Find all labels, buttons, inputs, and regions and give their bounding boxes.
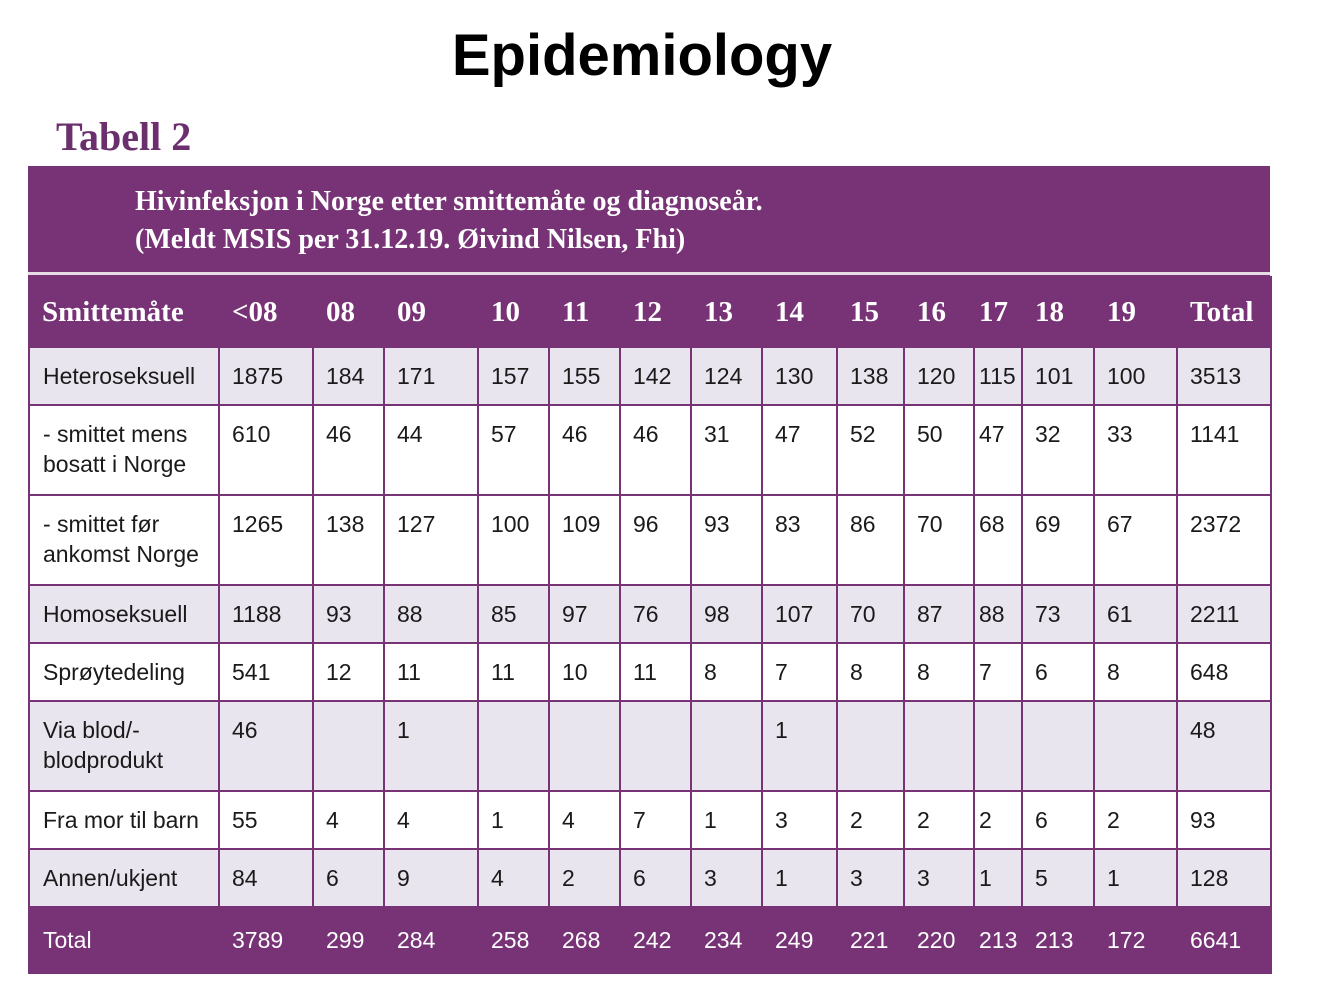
caption-line-1: Hivinfeksjon i Norge etter smittemåte og diagnoseår. [135,186,763,217]
table-cell [904,701,974,791]
table-cell: 155 [549,347,620,405]
table-cell [1094,701,1177,791]
table-row [29,347,1271,405]
total-cell: 6641 [1177,907,1271,973]
table-cell: 68 [974,495,1022,585]
caption-divider [28,272,1270,275]
table-cell: 127 [384,495,478,585]
table-row [29,495,1271,585]
table-label: Tabell 2 [56,114,192,159]
table-cell: 4 [384,791,478,849]
table-cell: 8 [904,643,974,701]
table-cell: 100 [478,495,549,585]
table-cell: 87 [904,585,974,643]
column-header: 08 [313,277,384,347]
total-cell: 268 [549,907,620,973]
table-cell: 100 [1094,347,1177,405]
table-cell: 11 [478,643,549,701]
table-cell: 86 [837,495,904,585]
table-cell: 46 [620,405,691,495]
column-header: Total [1177,277,1271,347]
column-header: <08 [219,277,313,347]
table-cell: 4 [549,791,620,849]
table-cell: 46 [549,405,620,495]
table-cell: 1188 [219,585,313,643]
table-cell: 157 [478,347,549,405]
total-row [29,907,1271,973]
table-cell: 70 [837,585,904,643]
table-cell [313,701,384,791]
table-cell: 84 [219,849,313,907]
column-header: 10 [478,277,549,347]
caption-line-2: (Meldt MSIS per 31.12.19. Øivind Nilsen, Fhi) [135,224,686,255]
table-cell: 1 [974,849,1022,907]
total-cell: 299 [313,907,384,973]
total-cell: 242 [620,907,691,973]
table-cell: 3 [762,791,837,849]
column-header: 11 [549,277,620,347]
table-cell: 93 [313,585,384,643]
row-label: Homoseksuell [29,585,219,643]
total-label: Total [29,907,219,973]
data-table-container [28,166,1270,973]
table-cell: 1 [1094,849,1177,907]
table-cell: 52 [837,405,904,495]
table-cell: 101 [1022,347,1094,405]
total-cell: 213 [974,907,1022,973]
table-cell [620,701,691,791]
total-cell: 258 [478,907,549,973]
total-cell: 3789 [219,907,313,973]
table-cell: 9 [384,849,478,907]
table-cell: 50 [904,405,974,495]
table-row [29,405,1271,495]
table-cell: 124 [691,347,762,405]
column-header-smittemate: Smittemåte [29,277,219,347]
table-row [29,701,1271,791]
table-cell: 8 [1094,643,1177,701]
column-header: 09 [384,277,478,347]
total-cell: 213 [1022,907,1094,973]
table-row [29,585,1271,643]
hiv-table [28,276,1272,974]
table-cell: 541 [219,643,313,701]
table-cell: 1 [762,701,837,791]
table-cell: 46 [313,405,384,495]
table-cell: 46 [219,701,313,791]
table-cell: 2 [904,791,974,849]
table-cell: 138 [313,495,384,585]
table-cell [478,701,549,791]
table-cell: 3 [904,849,974,907]
table-cell: 1 [691,791,762,849]
table-cell: 11 [384,643,478,701]
table-cell [974,701,1022,791]
table-cell: 93 [1177,791,1271,849]
column-header: 12 [620,277,691,347]
total-cell: 172 [1094,907,1177,973]
table-cell: 7 [762,643,837,701]
table-cell: 97 [549,585,620,643]
table-cell: 98 [691,585,762,643]
table-cell: 88 [974,585,1022,643]
table-cell: 47 [762,405,837,495]
table-cell: 8 [837,643,904,701]
table-cell: 48 [1177,701,1271,791]
table-cell: 93 [691,495,762,585]
table-cell: 47 [974,405,1022,495]
table-cell: 2211 [1177,585,1271,643]
table-cell: 69 [1022,495,1094,585]
table-cell: 610 [219,405,313,495]
column-header: 13 [691,277,762,347]
table-cell: 7 [974,643,1022,701]
table-cell: 1875 [219,347,313,405]
table-cell: 120 [904,347,974,405]
table-cell: 76 [620,585,691,643]
table-cell: 648 [1177,643,1271,701]
table-cell: 2 [549,849,620,907]
table-cell: 130 [762,347,837,405]
row-label: Heteroseksuell [29,347,219,405]
table-cell: 67 [1094,495,1177,585]
table-cell: 3 [837,849,904,907]
table-cell: 1265 [219,495,313,585]
table-cell: 2 [1094,791,1177,849]
table-cell: 73 [1022,585,1094,643]
table-cell: 5 [1022,849,1094,907]
table-cell: 44 [384,405,478,495]
column-header: 14 [762,277,837,347]
table-cell: 1 [384,701,478,791]
slide-title: Epidemiology [451,23,833,88]
total-cell: 220 [904,907,974,973]
table-cell: 85 [478,585,549,643]
total-cell: 221 [837,907,904,973]
table-cell: 6 [1022,643,1094,701]
table-cell: 142 [620,347,691,405]
column-header: 18 [1022,277,1094,347]
column-header: 16 [904,277,974,347]
table-cell: 6 [1022,791,1094,849]
table-cell: 1 [478,791,549,849]
row-label: Fra mor til barn [29,791,219,849]
table-cell: 10 [549,643,620,701]
table-cell: 55 [219,791,313,849]
table-cell: 128 [1177,849,1271,907]
table-row [29,849,1271,907]
table-caption [28,166,1270,274]
table-cell: 70 [904,495,974,585]
header-row [29,277,1271,347]
table-cell [549,701,620,791]
table-cell: 31 [691,405,762,495]
table-cell: 61 [1094,585,1177,643]
table-cell: 8 [691,643,762,701]
table-cell: 88 [384,585,478,643]
table-cell: 6 [620,849,691,907]
table-cell [1022,701,1094,791]
row-label: Annen/ukjent [29,849,219,907]
table-cell: 1141 [1177,405,1271,495]
table-cell: 107 [762,585,837,643]
table-cell: 12 [313,643,384,701]
column-header: 17 [974,277,1022,347]
table-cell: 7 [620,791,691,849]
column-header: 19 [1094,277,1177,347]
table-cell: 96 [620,495,691,585]
table-cell: 4 [313,791,384,849]
table-cell [837,701,904,791]
row-label: - smittet mens bosatt i Norge [29,405,219,495]
total-cell: 234 [691,907,762,973]
table-cell: 184 [313,347,384,405]
table-cell: 109 [549,495,620,585]
table-cell: 2372 [1177,495,1271,585]
table-cell: 4 [478,849,549,907]
table-cell: 6 [313,849,384,907]
table-cell: 171 [384,347,478,405]
table-cell: 3513 [1177,347,1271,405]
table-cell: 83 [762,495,837,585]
row-label: Via blod/-blodprodukt [29,701,219,791]
table-cell: 3 [691,849,762,907]
column-header: 15 [837,277,904,347]
table-cell [691,701,762,791]
table-cell: 115 [974,347,1022,405]
table-cell: 33 [1094,405,1177,495]
table-cell: 11 [620,643,691,701]
table-cell: 2 [837,791,904,849]
table-cell: 2 [974,791,1022,849]
row-label: Sprøytedeling [29,643,219,701]
table-cell: 138 [837,347,904,405]
total-cell: 284 [384,907,478,973]
table-cell: 1 [762,849,837,907]
table-row [29,643,1271,701]
table-cell: 57 [478,405,549,495]
table-row [29,791,1271,849]
row-label: - smittet før ankomst Norge [29,495,219,585]
table-cell: 32 [1022,405,1094,495]
total-cell: 249 [762,907,837,973]
